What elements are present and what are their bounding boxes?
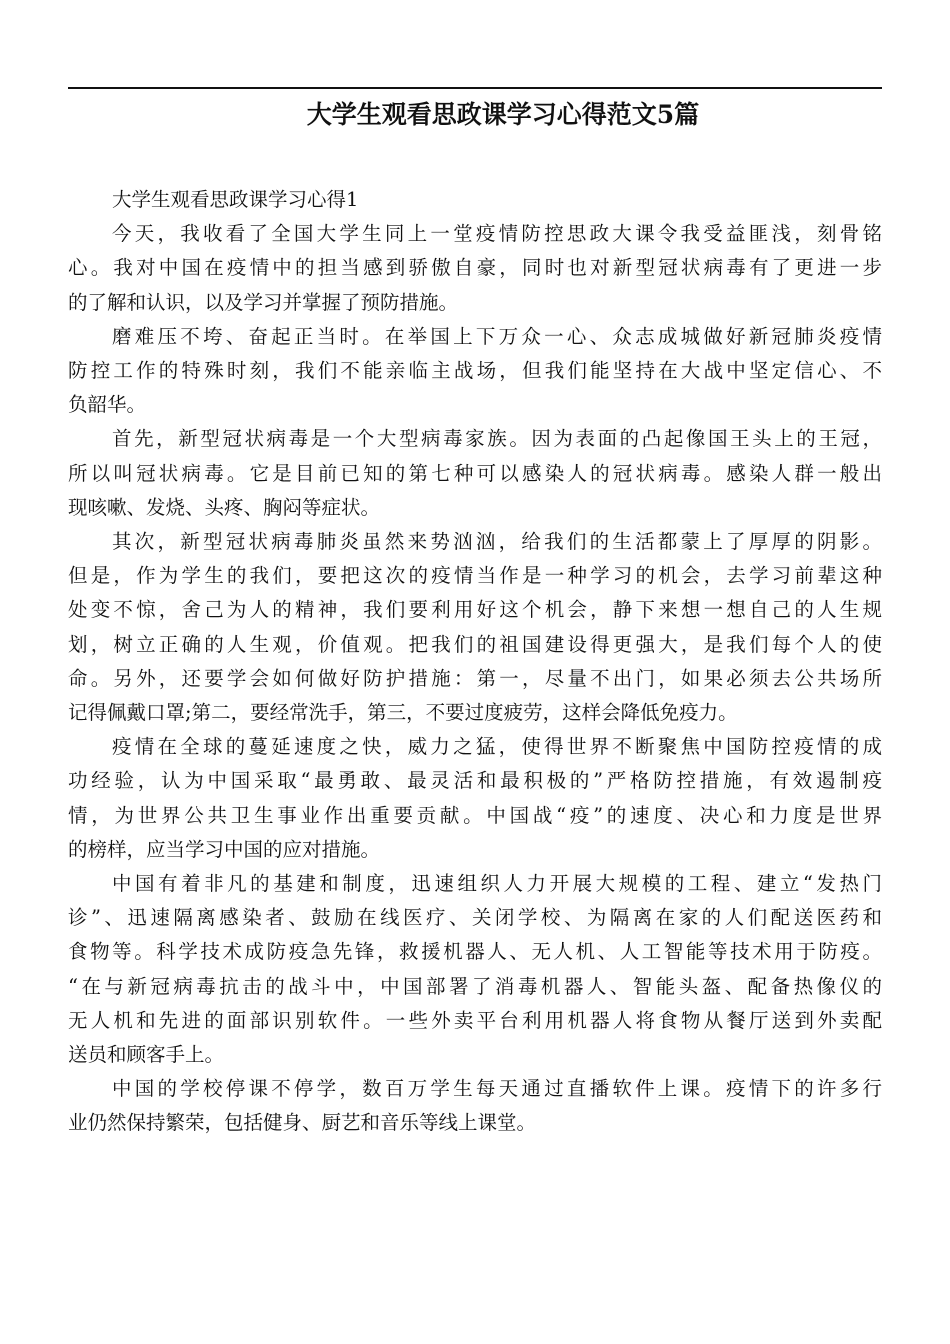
text-line: 防控工作的特殊时刻，我们不能亲临主战场，但我们能坚持在大战中坚定信心、不: [68, 359, 882, 383]
text-line: 处变不惊，舍己为人的精神，我们要利用好这个机会，静下来想一想自己的人生规: [68, 598, 882, 622]
text-line: 中国的学校停课不停学，数百万学生每天通过直播软件上课。疫情下的许多行: [112, 1077, 882, 1101]
header-rule: [68, 87, 882, 89]
text-line: 送员和顾客手上。: [68, 1043, 225, 1067]
text-line: 业仍然保持繁荣，包括健身、厨艺和音乐等线上课堂。: [68, 1111, 537, 1135]
text-line: 命。另外，还要学会如何做好防护措施：第一，尽量不出门，如果必须去公共场所: [68, 666, 882, 690]
text-line: 磨难压不垮、奋起正当时。在举国上下万众一心、众志成城做好新冠肺炎疫情: [112, 324, 882, 348]
section-heading: [68, 183, 882, 217]
text-line: 划，树立正确的人生观，价值观。把我们的祖国建设得更强大，是我们每个人的使: [68, 632, 882, 656]
text-line: 首先，新型冠状病毒是一个大型病毒家族。因为表面的凸起像国王头上的王冠，: [112, 427, 882, 451]
body-paragraph: [68, 217, 882, 320]
body-paragraph: [68, 422, 882, 525]
text-line: 负韶华。: [68, 393, 147, 417]
text-line: 功经验，认为中国采取“最勇敢、最灵活和最积极的”严格防控措施，有效遏制疫: [68, 769, 882, 793]
text-line: 心。我对中国在疫情中的担当感到骄傲自豪，同时也对新型冠状病毒有了更进一步: [68, 256, 882, 280]
text-line: 食物等。科学技术成防疫急先锋，救援机器人、无人机、人工智能等技术用于防疫。: [68, 940, 882, 964]
document-title: 大学生观看思政课学习心得范文5篇: [306, 100, 700, 129]
text-line: 记得佩戴口罩;第二，要经常洗手，第三，不要过度疲劳，这样会降低免疫力。: [68, 701, 738, 725]
text-line: 今天，我收看了全国大学生同上一堂疫情防控思政大课令我受益匪浅，刻骨铭: [112, 222, 882, 246]
text-line: 中国有着非凡的基建和制度，迅速组织人力开展大规模的工程、建立“发热门: [112, 872, 882, 896]
text-line: 情，为世界公共卫生事业作出重要贡献。中国战“疫”的速度、决心和力度是世界: [68, 803, 882, 827]
text-line: 的了解和认识，以及学习并掌握了预防措施。: [68, 290, 459, 314]
body-paragraph: [68, 730, 882, 867]
body-paragraph: [68, 320, 882, 423]
text-line: “在与新冠病毒抗击的战斗中，中国部署了消毒机器人、智能头盔、配备热像仪的: [68, 974, 882, 998]
text-line: 大学生观看思政课学习心得1: [112, 188, 359, 211]
text-line: 其次，新型冠状病毒肺炎虽然来势汹汹，给我们的生活都蒙上了厚厚的阴影。: [112, 530, 882, 554]
text-line: 疫情在全球的蔓延速度之快，威力之猛，使得世界不断聚焦中国防控疫情的成: [112, 735, 882, 759]
body-paragraph: [68, 867, 882, 1072]
text-line: 无人机和先进的面部识别软件。一些外卖平台利用机器人将食物从餐厅送到外卖配: [68, 1008, 882, 1032]
text-line: 的榜样，应当学习中国的应对措施。: [68, 837, 381, 861]
text-line: 但是，作为学生的我们，要把这次的疫情当作是一种学习的机会，去学习前辈这种: [68, 564, 882, 588]
text-line: 诊”、迅速隔离感染者、鼓励在线医疗、关闭学校、为隔离在家的人们配送医药和: [68, 906, 882, 930]
text-line: 所以叫冠状病毒。它是目前已知的第七种可以感染人的冠状病毒。感染人群一般出: [68, 461, 882, 485]
document-body: [68, 183, 882, 1141]
text-line: 现咳嗽、发烧、头疼、胸闷等症状。: [68, 495, 381, 519]
body-paragraph: [68, 1072, 882, 1140]
body-paragraph: [68, 525, 882, 730]
